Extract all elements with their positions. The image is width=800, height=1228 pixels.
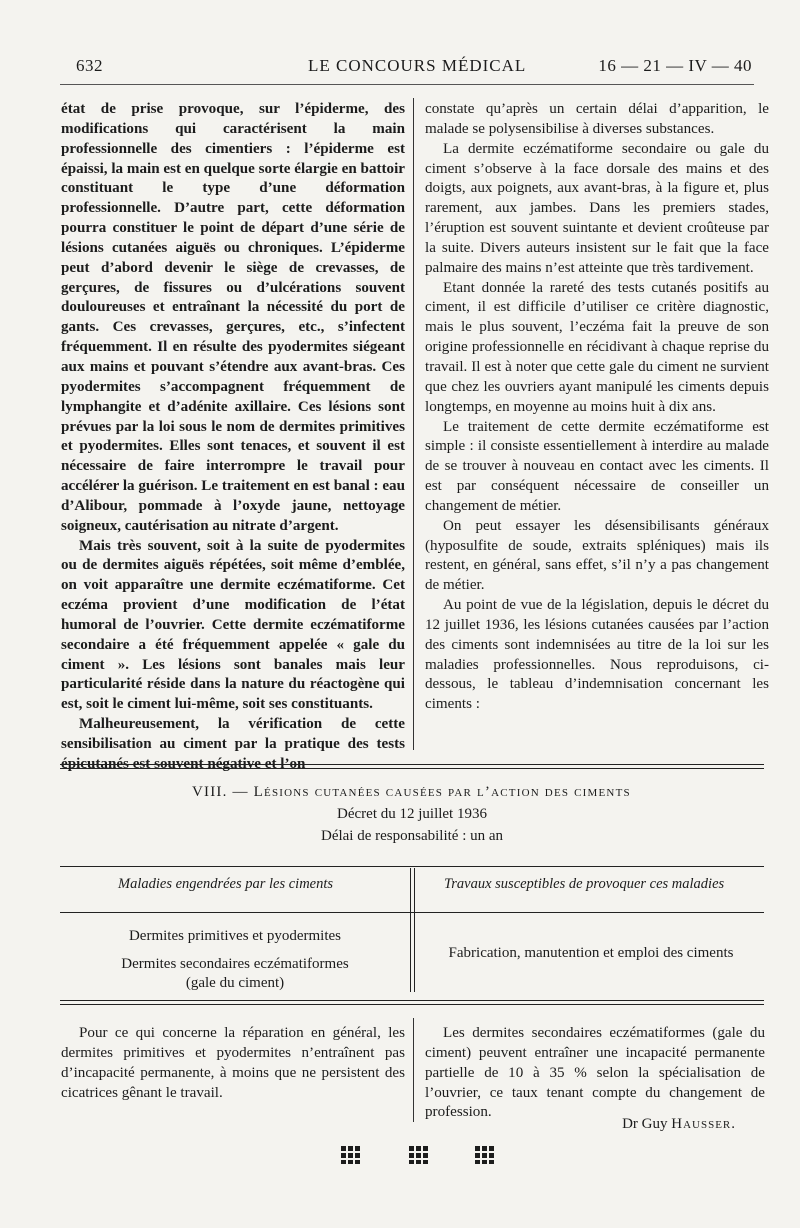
right-paragraph-2: La dermite eczématiforme secondaire ou gale du ciment s’observe à la face dorsale des mains et des doigts, aux poignets, aux avant-bras, à la figure et, plus rarement, aux jambes. Dans les premiers stades, l’éruption est souvent suintante et devient croûteuse par la suite. Divers auteurs insistent sur le fait que la face palmaire des mains n’est atteinte que très tardivement. (425, 140, 769, 276)
ornament-icon (474, 1145, 496, 1165)
left-paragraph-3: Malheureusement, la vérification de cette sensibilisation au ciment par la pratique des tests épicutanés est souvent négative et l’on (61, 716, 405, 772)
right-paragraph-1: constate qu’après un certain délai d’apparition, le malade se polysensibilise à diverses substances. (425, 101, 769, 137)
table-works: Fabrication, manutention et emploi des ciments (448, 945, 734, 961)
author-signature (622, 1116, 736, 1133)
right-paragraph-3: Etant donnée la rareté des tests cutanés positifs au ciment, il est difficile d’utiliser ce critère diagnostic, mais le plus souvent, l’eczéma fait la preuve de son origine professionnelle en récidivant à chaque reprise du travail. Il est à noter que cette gale du ciment ne survient que chez les ouvriers ayant manipulé les ciments depuis longtemps, en moyenne au moins huit à dix ans. (425, 279, 769, 415)
table-header-rule (60, 912, 764, 913)
table-title-text: Lésions cutanées causées par l’action des ciments (253, 784, 631, 800)
page-number: 632 (76, 56, 103, 75)
table-disease-2: Dermites secondaires eczématiformes (121, 956, 349, 972)
table-disease-1: Dermites primitives et pyodermites (128, 928, 342, 944)
page-header (76, 56, 752, 80)
table-number: VIII. — (192, 784, 249, 800)
table-divider-b (414, 868, 415, 992)
header-rule (60, 84, 754, 85)
bottom-divider (413, 1018, 414, 1122)
column-divider (413, 98, 414, 750)
bottom-left-text (61, 1024, 405, 1103)
left-paragraph-2: Mais très souvent, soit à la suite de pyodermites ou de dermites aiguës répétées, soit même d’emblée, on voit apparaître une dermite eczématiforme. Cet eczéma provient d’une modification de l’état humoral de l’ouvrier. Cette dermite eczématiforme secondaire a été fréquemment appelée « gale du ciment ». Les lésions sont banales mais leur particularité réside dans la nature du réactogène qui est, soit le ciment lui-même, soit ses constituants. (61, 537, 405, 713)
ornament-icon (408, 1145, 430, 1165)
issue-date: 16 — 21 — IV — 40 (598, 56, 752, 75)
table-header-diseases: Maladies engendrées par les ciments (118, 876, 334, 892)
left-paragraph-1: état de prise provoque, sur l’épiderme, des modifications qui caractérisent la main professionnelle des cimentiers : l’épiderme est épaissi, la main est en quelque sorte élargie en battoir constituant le type d’une déformation professionnelle. D’autre part, cette déformation pourra constituer le point de départ d’une série de lésions cutanées aiguës ou chroniques. L’épiderme peut d’abord devenir le siège de crevasses, de gerçures, de fissures ou d’ulcérations souvent douloureuses et entraînant la nécessité du port de gants. Ces crevasses, gerçures, etc., s’infectent fréquemment. Il en résulte des pyodermites siégeant aux mains et pouvant s’étendre aux avant-bras. Ces pyodermites s’accompagnent fréquemment de lymphangite et d’adénite axillaire. Ces lésions sont prévues par la loi sous le nom de dermites primitives et pyodermites. Elles sont tenaces, et souvent il est nécessaire de faire interrompre le travail pour accélérer la guérison. Le traitement en est banal : eau d’Alibour, pommade à l’oxyde jaune, nettoyage soigneux, cautérisation au nitrate d’argent. (61, 101, 406, 534)
journal-title: LE CONCOURS MÉDICAL (308, 56, 527, 75)
table-top-rule (60, 764, 764, 769)
right-paragraph-4: Le traitement de cette dermite eczématiforme est simple : il consiste essentiellement à interdire au malade de se trouver à nouveau en contact avec les ciments. Il est par conséquent nécessaire de conseiller un changement de métier. (425, 418, 769, 514)
signature-prefix: Dr Guy (622, 1116, 668, 1132)
ornament-icon (340, 1145, 362, 1165)
right-paragraph-6: Au point de vue de la législation, depuis le décret du 12 juillet 1936, les lésions cutanées causées par l’action des ciments sont indemnisées au titre de la loi sur les maladies professionnelles. Nous reproduisons, ci-dessous, le tableau d’indemnisation concernant les ciments : (425, 597, 769, 713)
table-delay: Délai de responsabilité : un an (320, 828, 504, 844)
table-divider-a (410, 868, 411, 992)
signature-name: Hausser. (671, 1116, 736, 1132)
bottom-left-paragraph: Pour ce qui concerne la réparation en général, les dermites primitives et pyodermites n’entraînent pas d’incapacité permanente, à moins que ne persistent des cicatrices gênant le travail. (61, 1025, 405, 1101)
bottom-right-paragraph: Les dermites secondaires eczématiformes (gale du ciment) peuvent entraîner une incapacité permanente partielle de 10 à 35 % selon la spécialisation de l’ouvrier, ce taux tenant compte du changement de profession. (425, 1025, 765, 1121)
table-decree: Décret du 12 juillet 1936 (337, 806, 487, 822)
table-title (120, 784, 772, 801)
left-column (61, 100, 405, 775)
table-bottom-rule (60, 1000, 764, 1005)
table-disease-3: (gale du ciment) (185, 975, 285, 991)
right-column (425, 100, 769, 715)
end-ornaments (340, 1145, 500, 1169)
right-paragraph-5: On peut essayer les désensibilisants généraux (hyposulfite de soude, extraits spléniques) mais ils restent, en général, sans effet, s’il n’y a pas changement de métier. (425, 517, 769, 594)
bottom-right-text (425, 1024, 765, 1123)
table-header-works: Travaux susceptibles de provoquer ces maladies (444, 876, 725, 892)
